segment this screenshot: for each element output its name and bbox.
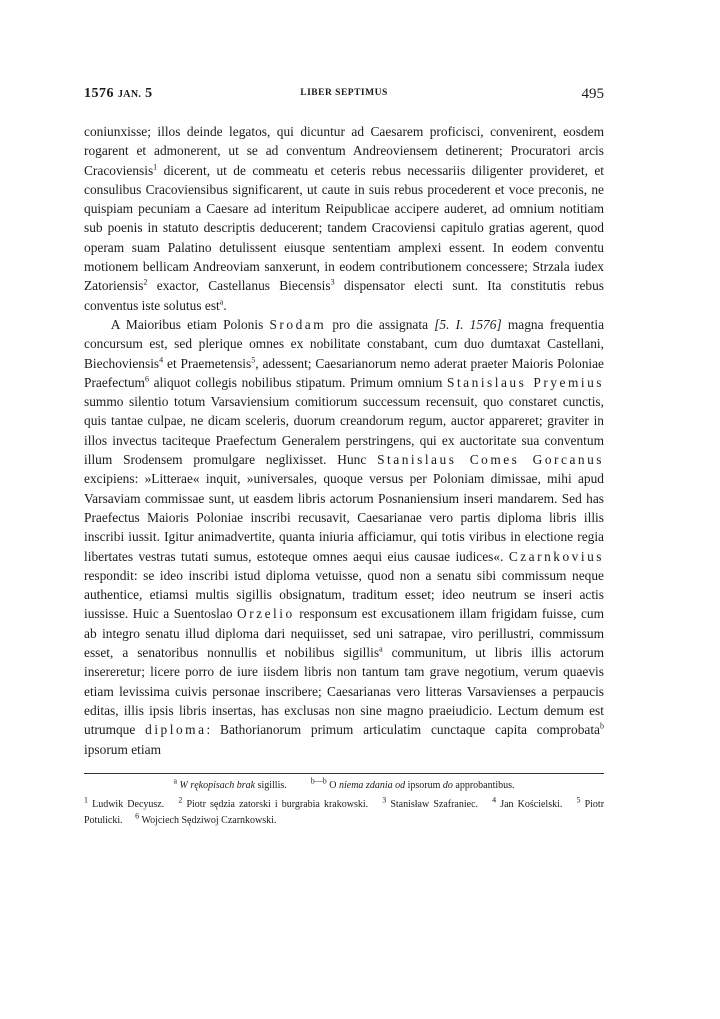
spaced-name: Stanislaus Comes Gorcanus bbox=[377, 452, 604, 468]
text-run: W rękopisach brak bbox=[177, 779, 256, 791]
text-run: coniunxisse; illos deinde legatos, qui dicuntur ad Caesarem proficisci, convenirent, eosdem rogarent et admonerent, ut se ad conventum Andreoviensem detinerent; Procuratori arcis Cracoviensis bbox=[84, 124, 604, 178]
text-run: Ludwik Decyusz. bbox=[88, 798, 165, 810]
text-run: niema zdania od bbox=[338, 779, 406, 791]
text-run: communitum, ut libris illis actorum insereretur; licere porro de iure iisdem libris non tantum tam grave negotium, verum quaevis etiam levissima cuivis personae inscribere; Caesarianas vero litteras Varsavienses a perpaucis editas, illis ipsis libris insertas, has exclusas non sine magno praeiudicio. Lectum demum est utrumque bbox=[84, 645, 605, 738]
note-marker: 6 bbox=[135, 811, 140, 821]
textual-footnotes bbox=[84, 776, 604, 791]
running-title: LIBER SEPTIMUS bbox=[300, 88, 388, 98]
explanatory-footnote bbox=[178, 795, 369, 810]
note-marker: a bbox=[173, 776, 178, 786]
text-run: aliquot collegis nobilibus stipatum. Primum omnium bbox=[148, 374, 448, 390]
header-day: 5 bbox=[145, 86, 153, 101]
explanatory-footnote bbox=[492, 795, 563, 810]
text-run: ipsorum etiam bbox=[84, 741, 161, 757]
text-run: , adessent; Caesarianorum nemo aderat praeter Maioris Poloniae Praefectum bbox=[84, 355, 604, 390]
header-year: 1576 bbox=[84, 86, 114, 101]
text-run: O bbox=[326, 779, 339, 791]
paragraph bbox=[84, 122, 604, 315]
text-run: Stanisław Szafraniec. bbox=[386, 798, 479, 810]
spaced-name: Srodam bbox=[269, 316, 327, 332]
note-marker: 5 bbox=[251, 355, 256, 365]
note-marker: b—b bbox=[310, 776, 327, 786]
text-run: : Bathorianorum primum articulatim cunctaque capita comprobata bbox=[206, 722, 601, 738]
explanatory-footnotes bbox=[84, 797, 604, 829]
note-marker: 4 bbox=[492, 795, 497, 805]
text-run: dispensator electi sunt. Ita constitutis rebus conventus iste solutus est bbox=[84, 278, 605, 313]
text-run: exactor, Castellanus Biecensis bbox=[147, 278, 331, 294]
header-month: JAN. bbox=[118, 89, 142, 100]
text-run: pro die assignata bbox=[326, 316, 435, 332]
page-number: 495 bbox=[581, 86, 604, 102]
spaced-name: Orzelio bbox=[237, 606, 295, 622]
footnote-divider bbox=[84, 773, 604, 774]
note-marker: 4 bbox=[159, 355, 164, 365]
text-run: ipsorum bbox=[405, 779, 443, 791]
text-run: respondit: se ideo inscribi istud diploma vetuisse, quod non a senatu sibi commissum neque authentice, etiamsi multis sigillis obsignatum, traditum esset; ideo neutrum se inseri actis iussisse. Huic a Suentoslao bbox=[84, 567, 604, 622]
text-run: et Praemetensis bbox=[163, 355, 252, 371]
explanatory-footnote bbox=[382, 795, 479, 810]
text-run: dicerent, ut de commeatu et ceteris rebus necessariis diligenter provideret, et consulibus Cracoviensibus significarent, ut caute in suis rebus procederent et voce preconis, ne quispiam pecuniam a Caesare ad interitum Reipublicae accipere auderet, ad omnium notitiam sub poenis in statuto descriptis deducerent; tandem Cracoviensi capitulo gratias agerent, quod operam suam Palatino detulissent eiusque sententiam amplexi essent. In eodem conventu motionem bellicam Andreoviam sanxerunt, in eodem contributionem concessere; Strzala iudex Zatoriensis bbox=[84, 162, 604, 294]
text-run: . bbox=[223, 297, 227, 313]
note-marker: 2 bbox=[143, 277, 148, 287]
note-marker: 1 bbox=[84, 795, 88, 805]
note-marker: 5 bbox=[576, 795, 581, 805]
paragraph bbox=[84, 315, 604, 759]
note-marker: 3 bbox=[382, 795, 387, 805]
spaced-name: Czarnkovius bbox=[508, 548, 604, 564]
note-marker: 6 bbox=[144, 374, 149, 384]
explanatory-footnote bbox=[135, 811, 277, 826]
explanatory-footnote bbox=[84, 795, 165, 810]
note-marker: 3 bbox=[330, 277, 335, 287]
text-run: do bbox=[442, 779, 453, 791]
note-marker: a bbox=[379, 644, 383, 654]
note-marker: b bbox=[600, 721, 605, 731]
running-header bbox=[84, 86, 604, 108]
text-run: responsum est excusationem illam frigidam fuisse, cum ab integro senatu illud diploma dari nequiisset, sed uni satrapae, viro perillustri, commissum esset, a senatoribus nonnullis et nobilibus sigillis bbox=[84, 606, 604, 661]
note-marker: a bbox=[219, 297, 224, 307]
text-run: Wojciech Sędziwoj Czarnkowski. bbox=[139, 814, 277, 826]
text-run: Jan Kościelski. bbox=[496, 798, 563, 810]
text-run: sigillis. bbox=[255, 779, 287, 791]
spaced-name: diploma bbox=[145, 722, 207, 738]
text-run: [5. I. 1576] bbox=[434, 316, 502, 332]
body-text bbox=[84, 122, 604, 759]
note-marker: 1 bbox=[153, 162, 158, 172]
text-run: magna frequentia concursum est, sed plerique omnes ex nobilitate constabant, cum duo dumtaxat Castellani, Biechoviensis bbox=[84, 316, 605, 371]
text-run: Piotr sędzia zatorski i burgrabia krakowski. bbox=[182, 798, 369, 810]
textual-footnote bbox=[310, 776, 515, 791]
text-run: excipiens: »Litterae« inquit, »universales, quoque versus per Poloniam dimissae, mihi apud Varsaviam commissae sunt, ut easdem libris actorum Posnaniensium inseri mandarem. Sed has Praefectus Maioris Poloniae inscribi recusavit, Caesarianae vero partis diploma libris illis inscribi iussit. Igitur animadvertite, quanta iniuria afficiamur, qui totis viribus in electione regia libertates vestras tutati sumus, estoteque omnes aequi eius causae iudices«. bbox=[84, 471, 604, 564]
textual-footnote bbox=[173, 776, 287, 791]
text-run: summo silentio totum Varsaviensium comitiorum successum recensuit, quo constaret cunctis, quis tantae culpae, ne dicam sceleris, duorum creandorum regum, auctor appareret; graviter in illos invectus taciteque Praefectum Generalem perstringens, qui ex auctoritate sua conventum illum Srodensem promulgare neglixisset. Hunc bbox=[84, 394, 604, 468]
document-page bbox=[84, 86, 604, 829]
spaced-name: Stanislaus Pryemius bbox=[447, 374, 604, 390]
text-run: approbantibus. bbox=[452, 779, 515, 791]
text-run: Piotr Potulicki. bbox=[84, 798, 605, 826]
text-run: A Maioribus etiam Polonis bbox=[110, 316, 270, 332]
note-marker: 2 bbox=[178, 795, 183, 805]
